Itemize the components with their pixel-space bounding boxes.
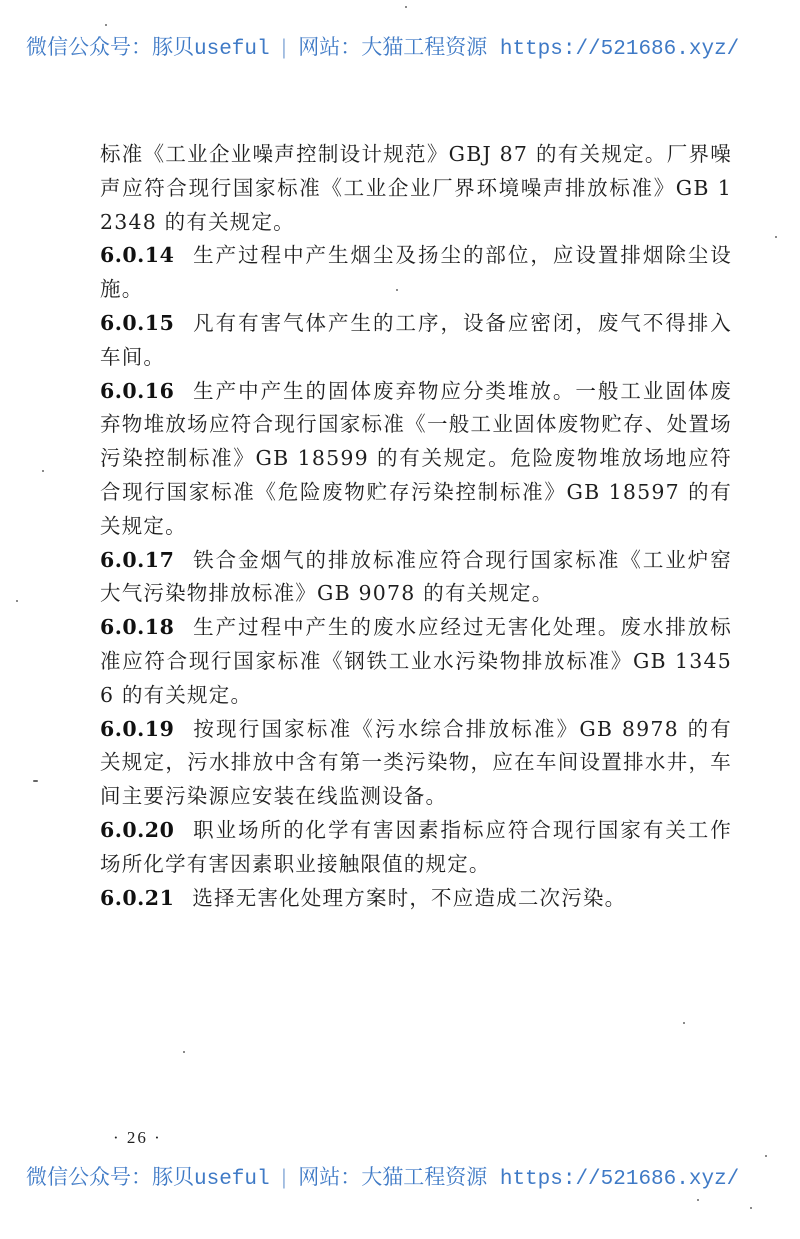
clause-6-0-17	[100, 544, 732, 612]
scan-speck	[683, 1022, 685, 1024]
clause-number: 6.0.19	[100, 716, 175, 741]
scan-speck	[396, 289, 398, 291]
watermark-footer	[26, 1161, 786, 1191]
clause-6-0-21	[100, 882, 732, 916]
clause-number: 6.0.21	[100, 885, 175, 910]
clause-6-0-18	[100, 611, 732, 712]
clause-number: 6.0.20	[100, 817, 175, 842]
clause-text: 生产中产生的固体废弃物应分类堆放。一般工业固体废弃物堆放场应符合现行国家标准《一般工业固体废物贮存、处置场污染控制标准》GB 18599 的有关规定。危险废物堆放场地应符合现行国家标准《危险废物贮存污染控制标准》GB 18597 的有关规定。	[100, 378, 732, 538]
watermark-wechat-text: 微信公众号：豚贝useful	[26, 38, 270, 61]
clause-number: 6.0.16	[100, 378, 175, 403]
clause-number: 6.0.14	[100, 243, 175, 268]
clause-text: 凡有有害气体产生的工序，设备应密闭，废气不得排入车间。	[100, 310, 732, 369]
clause-number: 6.0.18	[100, 615, 175, 640]
page-number: · 26 ·	[113, 1128, 162, 1147]
clause-text: 铁合金烟气的排放标准应符合现行国家标准《工业炉窑大气污染物排放标准》GB 9078 的有关规定。	[100, 547, 732, 606]
clause-6-0-14	[100, 239, 732, 307]
clause-number: 6.0.17	[100, 547, 175, 572]
scan-speck	[183, 1051, 185, 1053]
clause-number: 6.0.15	[100, 310, 175, 335]
scan-speck	[42, 470, 44, 472]
scan-speck	[405, 6, 407, 8]
watermark-wechat-text: 微信公众号：豚贝useful	[26, 1168, 270, 1191]
continued-paragraph: 标准《工业企业噪声控制设计规范》GBJ 87 的有关规定。厂界噪声应符合现行国家标准《工业企业厂界环境噪声排放标准》GB 12348 的有关规定。	[100, 142, 732, 234]
scan-speck	[765, 1155, 767, 1157]
clause-text: 生产过程中产生烟尘及扬尘的部位，应设置排烟除尘设施。	[100, 243, 732, 302]
watermark-header	[26, 31, 786, 61]
watermark-website-text: 网站：大猫工程资源 https://521686.xyz/	[298, 1168, 740, 1191]
scan-speck	[750, 1207, 752, 1209]
clause-6-0-19	[100, 713, 732, 814]
clause-text: 选择无害化处理方案时，不应造成二次污染。	[192, 885, 627, 910]
scan-speck	[775, 236, 777, 238]
watermark-website-text: 网站：大猫工程资源 https://521686.xyz/	[298, 38, 740, 61]
scan-speck	[33, 780, 38, 782]
page-body	[100, 138, 732, 915]
clause-text: 按现行国家标准《污水综合排放标准》GB 8978 的有关规定，污水排放中含有第一类污染物，应在车间设置排水井，车间主要污染源应安装在线监测设备。	[100, 716, 732, 809]
scan-speck	[16, 600, 18, 602]
clause-6-0-15	[100, 307, 732, 375]
watermark-separator: |	[277, 1168, 291, 1191]
clause-text: 职业场所的化学有害因素指标应符合现行国家有关工作场所化学有害因素职业接触限值的规定。	[100, 817, 732, 876]
clause-6-0-16	[100, 375, 732, 544]
clause-text: 生产过程中产生的废水应经过无害化处理。废水排放标准应符合现行国家标准《钢铁工业水污染物排放标准》GB 13456 的有关规定。	[100, 615, 732, 707]
watermark-separator: |	[277, 38, 291, 61]
clause-6-0-20	[100, 814, 732, 882]
scan-speck	[105, 24, 107, 26]
scan-speck	[697, 1199, 699, 1201]
